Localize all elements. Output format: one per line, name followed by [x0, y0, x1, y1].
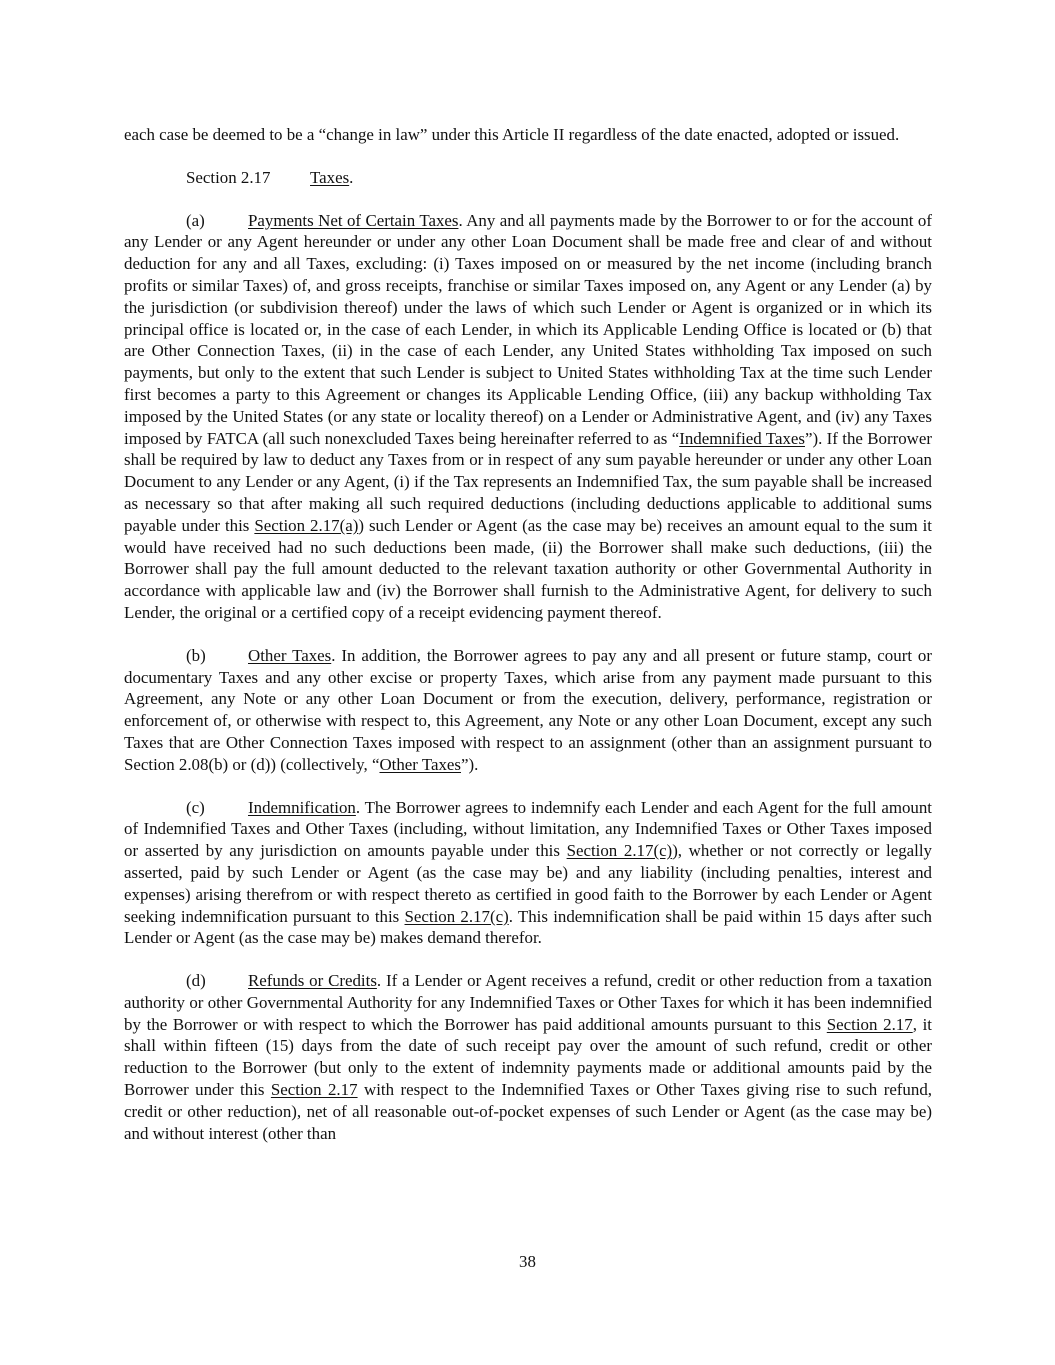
cross-reference: Section 2.17(a)	[254, 515, 359, 535]
subsection-label: (c)	[186, 797, 205, 817]
subsection-paragraph	[124, 970, 932, 1144]
subsection-heading: Refunds or Credits	[248, 971, 377, 991]
paragraph-text: . Any and all payments made by the Borrower to or for the account of any Lender or any Agent hereunder or under any other Loan Document shall be made free and clear of and without deduction for any and all Taxes, excluding: (i) Taxes imposed on or measured by the net income (including branch profits or similar Taxes) of, and gross receipts, franchise or similar Taxes imposed on, any Agent or any Lender (a) by the jurisdiction (or subdivision thereof) under the laws of which such Lender or Agent is organized or in which its principal office is located or, in the case of each Lender, in which its Applicable Lending Office is located or (b) that are Other Connection Taxes, (ii) in the case of each Lender, any United States withholding Tax imposed on such payments, but only to the extent that such Lender is subject to United States withholding Tax at the time such Lender first becomes a party to this Agreement or changes its Applicable Lending Office, (iii) any backup withholding Tax imposed by the United States (or any state or locality thereof) on a Lender or Administrative Agent, and (iv) any Taxes imposed by FATCA (all such nonexcluded Taxes being hereinafter referred to as “	[124, 210, 932, 448]
page-number: 38	[519, 1252, 536, 1271]
cross-reference: Indemnified Taxes	[679, 428, 805, 448]
section-title-suffix: .	[349, 167, 354, 187]
section-heading	[124, 167, 932, 189]
paragraph-text: , it shall within fifteen (15) days from the date of such receipt pay over the amount of such refund, credit or other reduction to the Borrower (but only to the extent of indemnity payments made or additional amounts paid by the Borrower under this	[124, 1014, 933, 1100]
cross-reference: Section 2.17	[826, 1014, 913, 1034]
cross-reference: Section 2.17	[270, 1080, 358, 1100]
subsection-label: (a)	[186, 210, 205, 230]
cross-reference: Other Taxes	[379, 754, 461, 774]
paragraph-text: ”).	[461, 754, 479, 774]
subsection-label: (d)	[186, 971, 206, 991]
paragraph-text: ”). If the Borrower shall be required by law to deduct any Taxes from or in respect of any sum payable hereunder or under any other Loan Document to any Lender or any Agent, (i) if the Tax represents an Indemnified Tax, the sum payable shall be increased as necessary so that after making all such required deductions (including deductions applicable to additional sums payable under this	[124, 428, 933, 535]
paragraph-text: . If a Lender or Agent receives a refund, credit or other reduction from a taxation authority or other Governmental Authority for any Indemnified Taxes or Other Taxes for which it has been indemnified by the Borrower or with respect to which the Borrower has paid additional amounts pursuant to this	[124, 971, 932, 1034]
subsection-paragraph	[124, 645, 932, 776]
paragraph-text: ) such Lender or Agent (as the case may be) receives an amount equal to the sum it would have received had no such deductions been made, (ii) the Borrower shall make such deductions, (iii) the Borrower shall pay the full amount deducted to the relevant taxation authority or other Governmental Authority in accordance with applicable law and (iv) the Borrower shall furnish to the Administrative Agent, for delivery to such Lender, the original or a certified copy of a receipt evidencing payment thereof.	[124, 515, 932, 622]
subsection-paragraph	[124, 797, 932, 950]
paragraph-text: . This indemnification shall be paid within 15 days after such Lender or Agent (as the case may be) makes demand therefor.	[124, 906, 932, 948]
paragraph-text: with respect to the Indemnified Taxes or Other Taxes giving rise to such refund, credit or other reduction), net of all reasonable out-of-pocket expenses of such Lender or Agent (as the case may be) and without interest (other than	[124, 1080, 932, 1143]
subsection-heading: Indemnification	[248, 797, 356, 817]
paragraph-text: . The Borrower agrees to indemnify each Lender and each Agent for the full amount of Indemnified Taxes and Other Taxes (including, without limitation, any Indemnified Taxes or Other Taxes imposed or asserted by any jurisdiction on amounts payable under this	[124, 797, 932, 861]
subsection-heading: Payments Net of Certain Taxes	[248, 210, 459, 230]
subsection-heading: Other Taxes	[248, 645, 332, 665]
subsection-label: (b)	[186, 645, 206, 665]
cross-reference: Section 2.17(c)	[404, 906, 509, 926]
paragraph-text: ), whether or not correctly or legally asserted, paid by such Lender or Agent (as the case may be) and any liability (including penalties, interest and expenses) arising therefrom or with respect thereto as certified in good faith to the Borrower by each Lender or Agent seeking indemnification pursuant to this	[124, 841, 932, 926]
cross-reference: Section 2.17(c)	[566, 841, 673, 861]
section-title: Taxes	[310, 167, 350, 187]
subsection-paragraph	[124, 210, 932, 624]
section-number: Section 2.17	[186, 167, 271, 187]
paragraph-text: . In addition, the Borrower agrees to pay any and all present or future stamp, court or documentary Taxes and any other excise or property Taxes, which arise from any payment made pursuant to this Agreement, any Note or any other Loan Document or from the execution, delivery, performance, registration or enforcement of, or otherwise with respect to, this Agreement, any Note or any other Loan Document, except any such Taxes that are Other Connection Taxes imposed with respect to an assignment (other than an assignment pursuant to Section 2.08(b) or (d)) (collectively, “	[124, 645, 932, 774]
continuation-text: each case be deemed to be a “change in law” under this Article II regardless of the date enacted, adopted or issued.	[124, 125, 900, 144]
document-page	[124, 124, 932, 1165]
paragraph-list	[124, 210, 932, 1145]
